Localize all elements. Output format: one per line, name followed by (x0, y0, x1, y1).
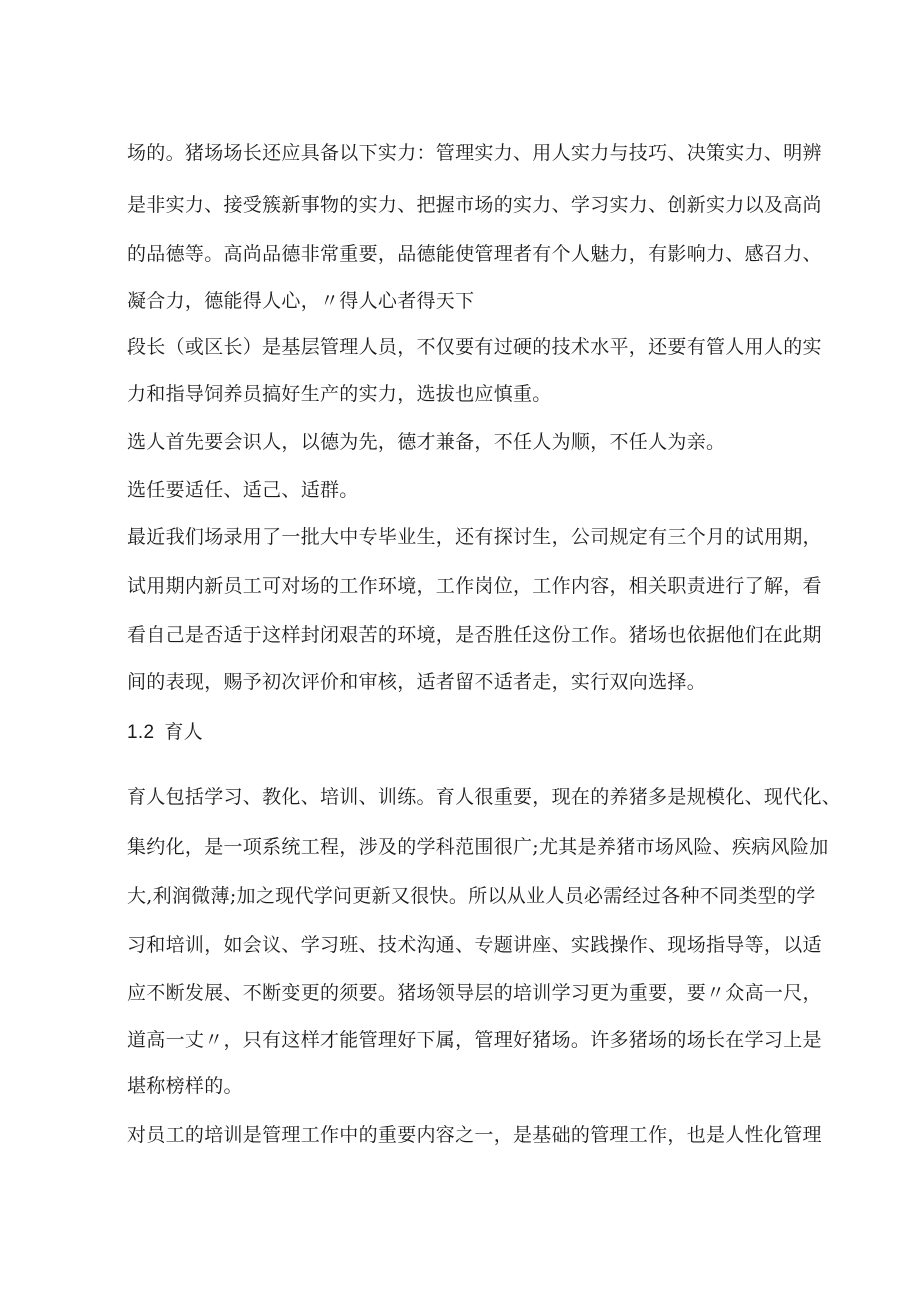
paragraph-line: 段长（或区长）是基层管理人员，不仅要有过硬的技术水平，还要有管人用人的实 (127, 336, 822, 358)
paragraph-line: 习和培训，如会议、学习班、技术沟通、专题讲座、实践操作、现场指导等，以适 (127, 934, 822, 956)
section-heading (127, 720, 203, 746)
paragraph-line: 堪称榜样的。 (127, 1075, 243, 1097)
paragraph-line: 选任要适任、适己、适群。 (127, 479, 359, 501)
section-number: 1.2 (127, 722, 155, 743)
section-title: 育人 (164, 722, 203, 743)
paragraph-line: 间的表现，赐予初次评价和审核，适者留不适者走，实行双向选择。 (127, 671, 707, 693)
paragraph-line: 力和指导饲养员搞好生产的实力，选拔也应慎重。 (127, 383, 552, 405)
paragraph-line: 最近我们场录用了一批大中专毕业生，还有探讨生，公司规定有三个月的试用期， (127, 526, 822, 548)
paragraph-line: 场的。猪场场长还应具备以下实力：管理实力、用人实力与技巧、决策实力、明辨 (127, 142, 822, 164)
paragraph-line: 凝合力，德能得人心，〃得人心者得天下 (127, 290, 475, 312)
paragraph-line: 对员工的培训是管理工作中的重要内容之一，是基础的管理工作，也是人性化管理 (127, 1124, 822, 1146)
paragraph-line: 道高一丈〃，只有这样才能管理好下属，管理好猪场。许多猪场的场长在学习上是 (127, 1029, 822, 1051)
paragraph-line: 的品德等。高尚品德非常重要，品德能使管理者有个人魅力，有影响力、感召力、 (127, 243, 822, 265)
paragraph-line: 大,利润微薄;加之现代学问更新又很快。所以从业人员必需经过各种不同类型的学 (127, 885, 816, 907)
paragraph-line: 选人首先要会识人，以德为先，德才兼备，不任人为顺，不任人为亲。 (127, 431, 726, 453)
paragraph-line: 看自己是否适于这样封闭艰苦的环境，是否胜任这份工作。猪场也依据他们在此期 (127, 624, 822, 646)
paragraph-line: 集约化，是一项系统工程，涉及的学科范围很广;尤其是养猪市场风险、疾病风险加 (127, 836, 829, 858)
paragraph-line: 试用期内新员工可对场的工作环境，工作岗位，工作内容，相关职责进行了解，看 (127, 575, 822, 597)
paragraph-line: 应不断发展、不断变更的须要。猪场领导层的培训学习更为重要，要〃众高一尺， (127, 982, 822, 1004)
paragraph-line: 育人包括学习、教化、培训、训练。育人很重要，现在的养猪多是规模化、现代化、 (127, 786, 842, 808)
paragraph-line: 是非实力、接受簇新事物的实力、把握市场的实力、学习实力、创新实力以及高尚 (127, 194, 822, 216)
